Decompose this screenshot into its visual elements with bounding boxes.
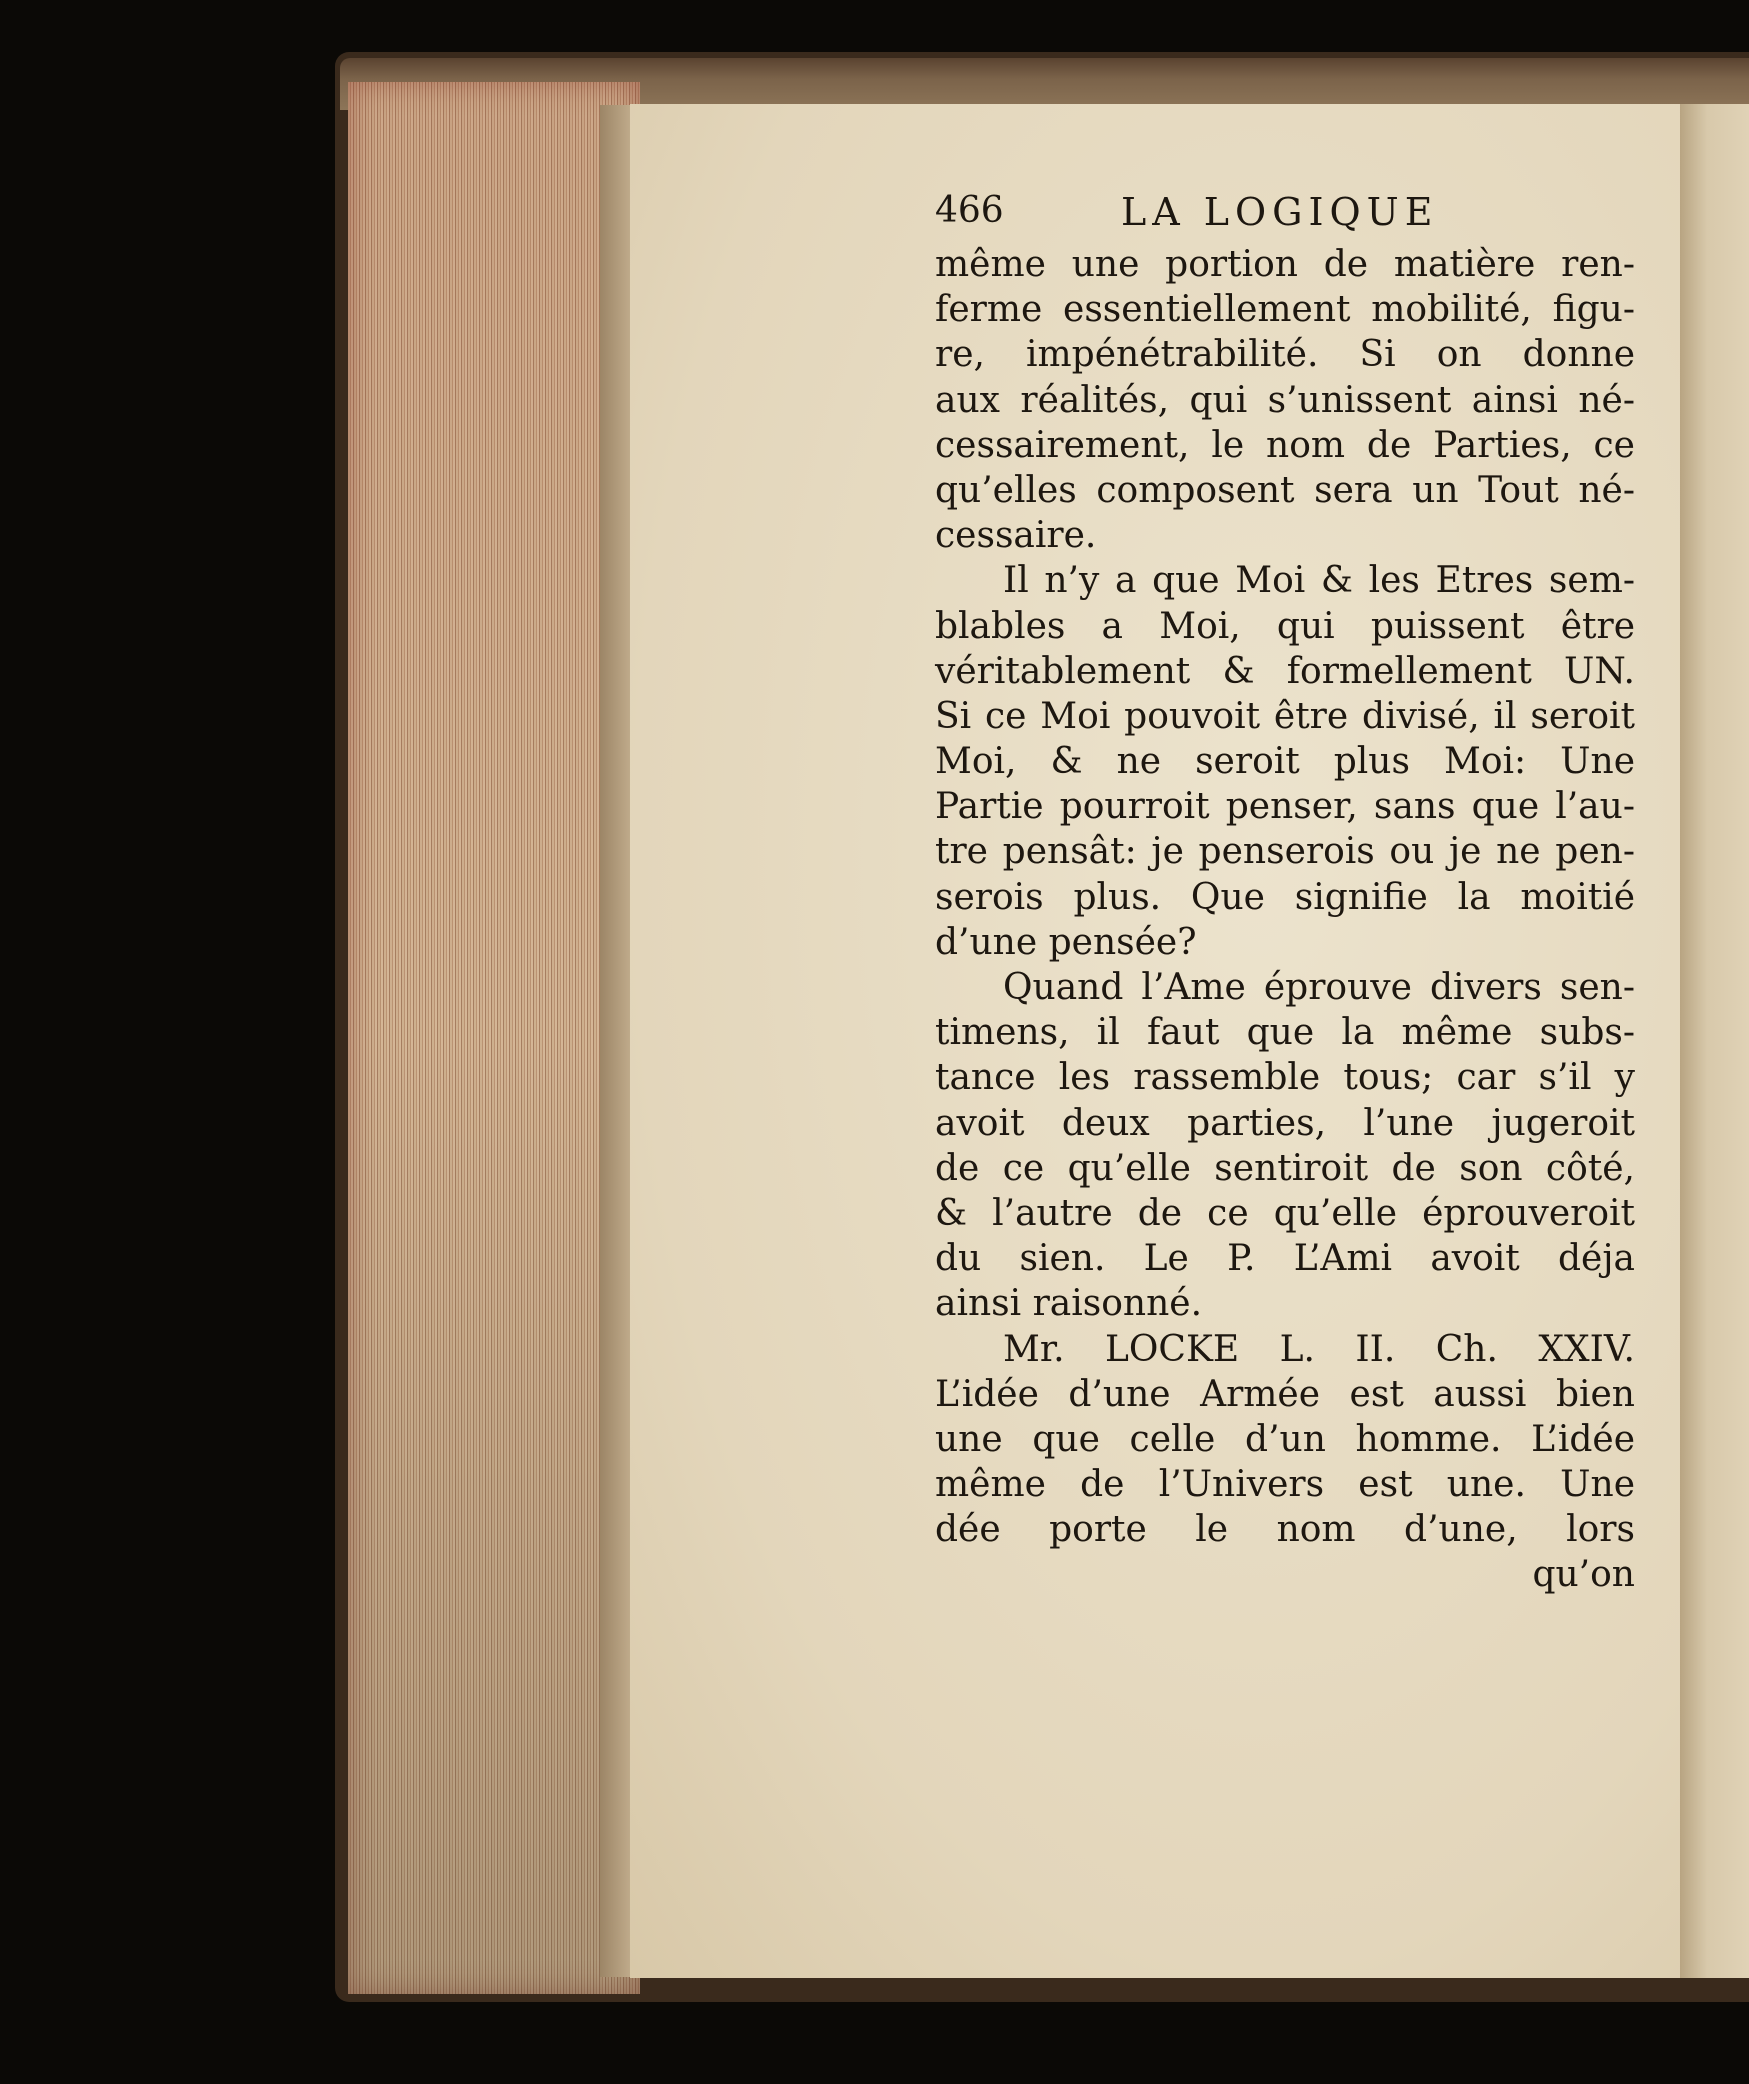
page-number: 466 [935,190,1004,231]
text-line: cessairement, le nom de Parties, ce [935,424,1635,466]
text-line: Moi, & ne seroit plus Moi: Une [935,741,1635,783]
running-title: LA LOGIQUE [1121,190,1439,234]
text-line: Partie pourroit penser, sans que l’au- [935,786,1635,828]
text-line: avoit deux parties, l’une jugeroit [935,1102,1635,1144]
text-line: Mr. LOCKE L. II. Ch. XXIV. [1003,1328,1635,1370]
text-line: ainsi raisonné. [935,1283,1203,1325]
text-line: même de l’Univers est une. Une [935,1464,1635,1506]
text-line: cessaire. [935,515,1097,557]
text-line: Il n’y a que Moi & les Etres sem- [1003,560,1635,602]
text-line: qu’elles composent sera un Tout né- [935,469,1635,511]
text-line: blables a Moi, qui puissent être [935,605,1635,647]
text-line: une que celle d’un homme. L’idée [935,1418,1635,1460]
text-line: de ce qu’elle sentiroit de son côté, [935,1147,1635,1189]
text-line: aux réalités, qui s’unissent ainsi né- [935,379,1635,421]
text-line: serois plus. Que signifie la moitié [935,876,1635,918]
page-edges [348,82,640,1994]
text-line: même une portion de matière ren- [935,244,1635,285]
catchword: qu’on [1532,1554,1635,1596]
text-line: Si ce Moi pouvoit être divisé, il seroit [935,695,1635,737]
text-line: & l’autre de ce qu’elle éprouveroit [935,1192,1635,1234]
text-line: dée porte le nom d’une, lors [935,1509,1635,1551]
page-body [935,242,1635,1598]
text-line: ferme essentiellement mobilité, figu- [935,289,1635,331]
text-line: du sien. Le P. L’Ami avoit déja [935,1238,1635,1280]
text-line: L’idée d’une Armée est aussi bien [935,1373,1635,1415]
text-line: Quand l’Ame éprouve divers sen- [1003,967,1635,1008]
text-line: d’une pensée? [935,921,1197,963]
facing-page-edge [1680,104,1749,1978]
text-line: re, impénétrabilité. Si on donne [935,334,1635,376]
running-head [935,190,1635,236]
text-line: tre pensât: je penserois ou je ne pen- [935,831,1635,873]
text-line: tance les rassemble tous; car s’il y [935,1057,1635,1099]
text-line: véritablement & formellement UN. [935,650,1635,692]
text-line: timens, il faut que la même subs- [935,1012,1635,1054]
